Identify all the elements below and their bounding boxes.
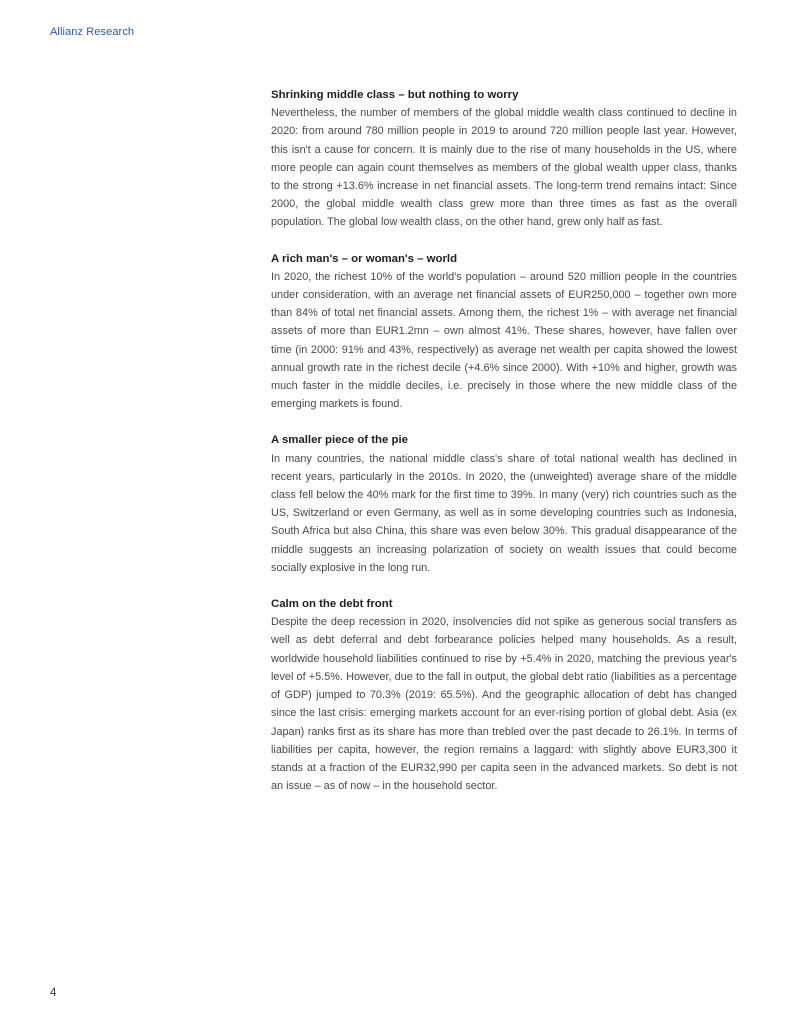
- section-debt-front: [271, 595, 737, 795]
- section-paragraph: In 2020, the richest 10% of the world's population – around 520 million people in the countries under consideration, with an average net financial assets of EUR250,000 – together own more than 84% of total net financial assets. Among them, the richest 1% – with average net financial assets of more than EUR1.2mn – own almost 41%. These shares, however, have fallen over time (in 2000: 91% and 43%, respectively) as average net wealth per capita showed the lowest annual growth rate in the richest decile (+4.6% since 2000). With +10% and higher, growth was much faster in the middle deciles, i.e. precisely in those where the new middle class of the emerging markets is found.: [271, 270, 737, 411]
- section-smaller-piece: [271, 431, 737, 577]
- section-rich-world: [271, 250, 737, 414]
- section-paragraph: Despite the deep recession in 2020, insolvencies did not spike as generous social transfers as well as debt deferral and debt forbearance policies helped many households. As a result, worldwide household liabilities continued to rise by +5.4% in 2020, matching the previous year's level of +5.5%. However, due to the fall in output, the global debt ratio (liabilities as a percentage of GDP) jumped to 70.3% (2019: 65.5%). And the geographic allocation of debt has changed since the last crisis: emerging markets account for an ever-rising portion of global debt. Asia (ex Japan) ranks first as its share has more than trebled over the past decade to 26.1%. In terms of liabilities per capita, however, the region remains a laggard: with slightly above EUR3,300 it stands at a fraction of the EUR32,990 per capita seen in the advanced markets. So debt is not an issue – as of now – in the household sector.: [271, 616, 737, 793]
- section-title: Calm on the debt front: [271, 598, 393, 611]
- header-brand: Allianz Research: [50, 26, 135, 38]
- page-number: 4: [50, 987, 57, 999]
- section-title: A rich man's – or woman's – world: [271, 252, 458, 265]
- section-paragraph: Nevertheless, the number of members of the global middle wealth class continued to decline in 2020: from around 780 million people in 2019 to around 720 million people last year. However, this isn't a cause for concern. It is mainly due to the rise of many households in the US, where more people can again count themselves as members of the global wealth upper class, thanks to the strong +13.6% increase in net financial assets. The long-term trend remains intact: Since 2000, the global middle wealth class grew more than three times as fast as the overall population. The global low wealth class, on the other hand, grew only half as fast.: [271, 107, 737, 229]
- section-paragraph: In many countries, the national middle class's share of total national wealth has declined in recent years, particularly in the 2010s. In 2020, the (unweighted) average share of the middle class fell below the 40% mark for the first time to 39%. In many (very) rich countries such as the US, Switzerland or even Germany, as well as in some developing countries such as Indonesia, South Africa but also China, this share was even below 30%. This gradual disappearance of the middle suggests an increasing polarization of society on wealth issues that could become socially explosive in the long run.: [271, 452, 737, 574]
- section-title: A smaller piece of the pie: [271, 434, 408, 447]
- section-shrinking-middle-class: [271, 86, 737, 232]
- section-title: Shrinking middle class – but nothing to worry: [271, 89, 519, 101]
- article-body: [271, 86, 737, 813]
